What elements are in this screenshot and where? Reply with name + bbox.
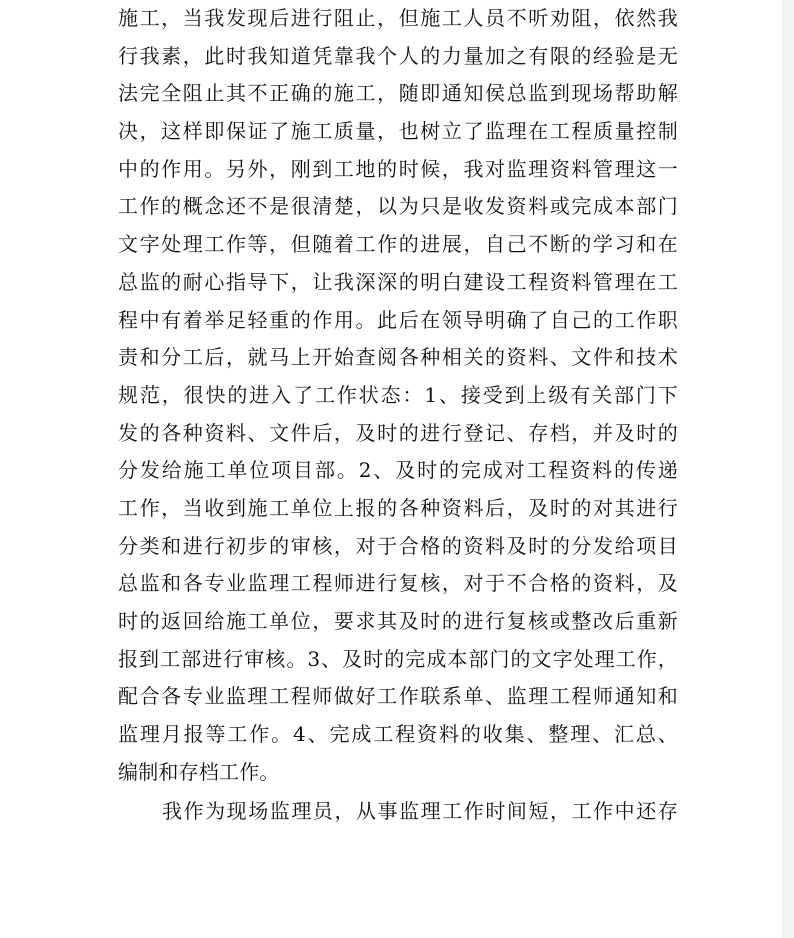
paragraph-line: 行我素，此时我知道凭靠我个人的力量加之有限的经验是无 xyxy=(118,43,678,68)
paragraph-2 xyxy=(118,793,678,831)
paragraph-line: 工作，当收到施工单位上报的各种资料后，及时的对其进行 xyxy=(118,495,678,520)
paragraph-line: 我作为现场监理员，从事监理工作时间短，工作中还存 xyxy=(162,799,678,824)
paragraph-line: 中的作用。另外，刚到工地的时候，我对监理资料管理这一 xyxy=(118,156,678,181)
paragraph-line: 时的返回给施工单位，要求其及时的进行复核或整改后重新 xyxy=(118,609,678,633)
paragraph-1 xyxy=(118,0,678,791)
paragraph-line: 程中有着举足轻重的作用。此后在领导明确了自己的工作职 xyxy=(118,307,678,332)
paragraph-line: 规范，很快的进入了工作状态：1、接受到上级有关部门下 xyxy=(118,382,678,407)
paragraph-line: 监理月报等工作。4、完成工程资料的收集、整理、汇总、 xyxy=(118,722,678,747)
paragraph-line: 法完全阻止其不正确的施工，随即通知侯总监到现场帮助解 xyxy=(118,81,678,106)
paragraph-line: 总监和各专业监理工程师进行复核，对于不合格的资料，及 xyxy=(118,571,678,596)
paragraph-line: 分类和进行初步的审核，对于合格的资料及时的分发给项目 xyxy=(118,533,678,558)
paragraph-line: 配合各专业监理工程师做好工作联系单、监理工程师通知和 xyxy=(118,684,678,709)
paragraph-line: 文字处理工作等，但随着工作的进展，自己不断的学习和在 xyxy=(118,232,678,257)
paragraph-line: 决，这样即保证了施工质量，也树立了监理在工程质量控制 xyxy=(118,119,678,144)
paragraph-line: 施工，当我发现后进行阻止，但施工人员不听劝阻，依然我 xyxy=(118,6,678,30)
paragraph-line: 责和分工后，就马上开始查阅各种相关的资料、文件和技术 xyxy=(118,345,678,370)
page-edge xyxy=(782,0,794,938)
paragraph-line: 总监的耐心指导下，让我深深的明白建设工程资料管理在工 xyxy=(118,269,678,294)
paragraph-line: 工作的概念还不是很清楚，以为只是收发资料或完成本部门 xyxy=(118,194,678,219)
document-body xyxy=(118,0,678,831)
paragraph-line: 分发给施工单位项目部。2、及时的完成对工程资料的传递 xyxy=(118,458,678,483)
paragraph-line: 报到工部进行审核。3、及时的完成本部门的文字处理工作， xyxy=(118,646,678,671)
paragraph-line: 编制和存档工作。 xyxy=(118,759,280,784)
paragraph-line: 发的各种资料、文件后，及时的进行登记、存档，并及时的 xyxy=(118,420,678,445)
